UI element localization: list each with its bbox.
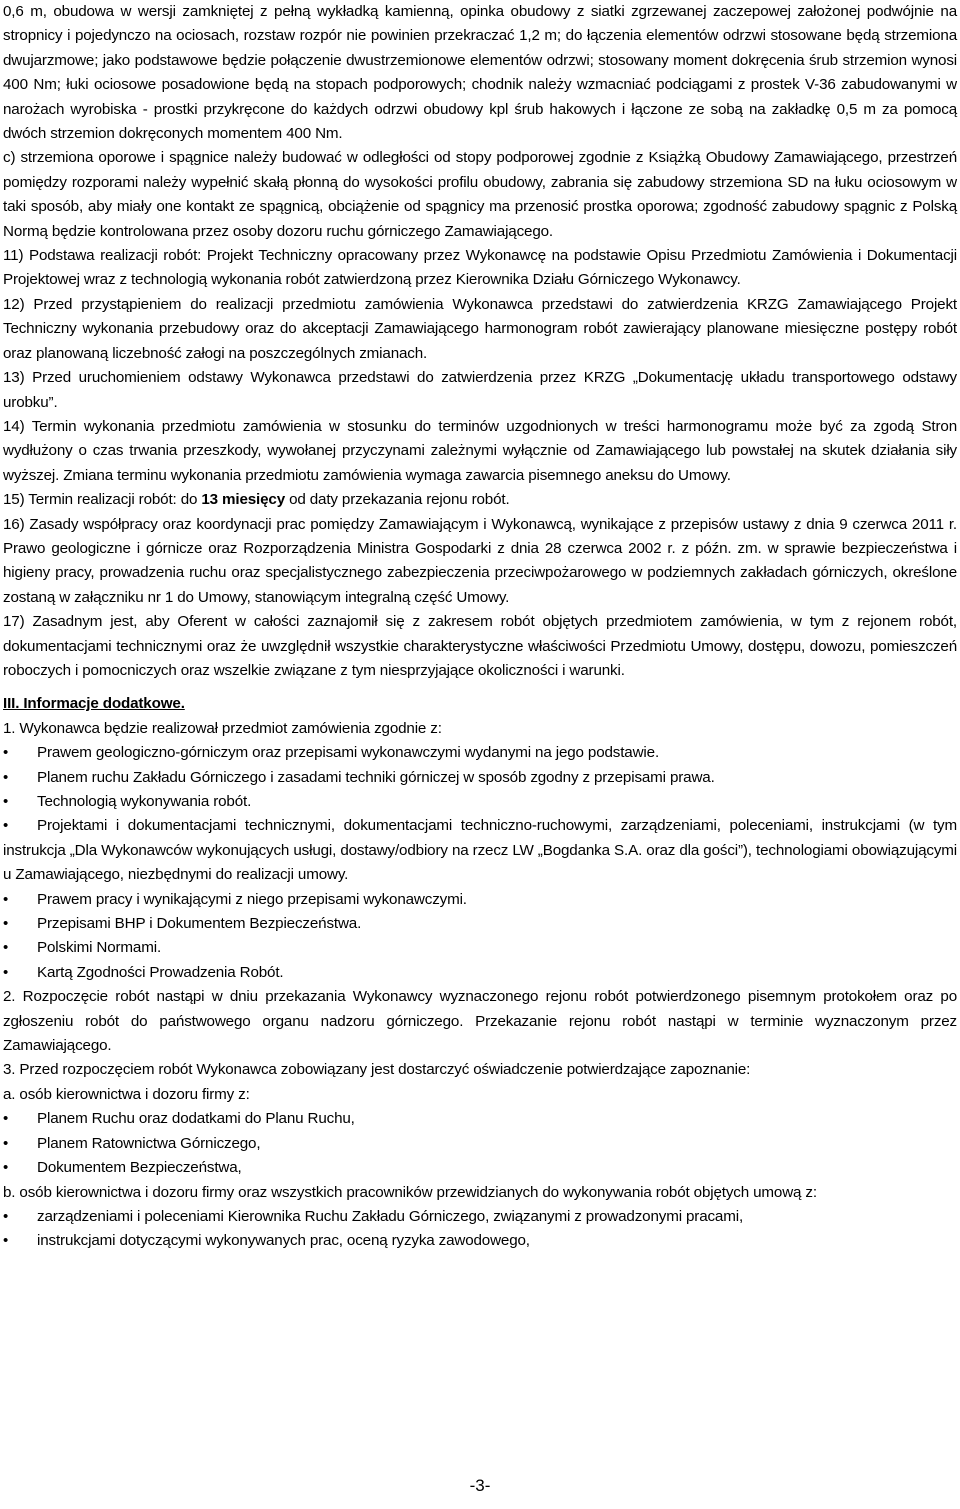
p15-bold-term: 13 miesięcy (201, 491, 285, 509)
list-item-text: Planem ruchu Zakładu Górniczego i zasadami techniki górniczej w sposób zgodny z przepisami prawa. (37, 768, 715, 786)
p15-before: 15) Termin realizacji robót: do (3, 491, 202, 509)
paragraph-12: 12) Przed przystąpieniem do realizacji przedmiotu zamówienia Wykonawca przedstawi do zatwierdzenia KRZG Zamawiającego Projekt Techniczny wykonania przebudowy oraz do akceptacji Zamawiającego harmonogram robót zawierający planowane miesięczne postępy robót oraz planowaną liczebność załogi na poszczególnych zmianach. (3, 295, 957, 362)
bullet-list-a (3, 1107, 957, 1180)
item-1: 1. Wykonawca będzie realizował przedmiot zamówienia zgodnie z: (3, 719, 442, 737)
bullet-icon: • (3, 1159, 9, 1177)
list-item-text: Polskimi Normami. (37, 939, 162, 957)
bullet-icon: • (3, 915, 9, 933)
paragraph-11: 11) Podstawa realizacji robót: Projekt Techniczny opracowany przez Wykonawcę na podstawie Opisu Przedmiotu Zamówienia i Dokumentacji Projektowej wraz z technologią wykonania robót zatwierdzoną przez Kierownika Działu Górniczego Wykonawcy. (3, 247, 957, 289)
list-item (3, 1107, 957, 1131)
bullet-icon: • (3, 1134, 9, 1152)
paragraph-16: 16) Zasady współpracy oraz koordynacji prac pomiędzy Zamawiającym i Wykonawcą, wynikające z przepisów ustawy z dnia 9 czerwca 2011 r. Prawo geologiczne i górnicze oraz Rozporządzenia Ministra Gospodarki z dnia 28 czerwca 2002 r. z późn. zm. w sprawie bezpieczeństwa i higieny pracy, prowadzenia ruchu oraz specjalistycznego zabezpieczenia przeciwpożarowego w podziemnych zakładach górniczych, określone zostaną w załączniku nr 1 do Umowy, stanowiącym integralną część Umowy. (3, 515, 957, 606)
list-item (3, 888, 957, 912)
list-item (3, 912, 957, 936)
list-item (3, 1156, 957, 1180)
list-item-text: zarządzeniami i poleceniami Kierownika Ruchu Zakładu Górniczego, związanymi z prowadzonymi pracami, (37, 1207, 744, 1225)
list-item (3, 766, 957, 790)
list-item-text: Kartą Zgodności Prowadzenia Robót. (37, 963, 284, 981)
list-item-text: Prawem geologiczno-górniczym oraz przepisami wykonawczymi wydanymi na jego podstawie. (37, 744, 660, 762)
list-item-text: instrukcjami dotyczącymi wykonywanych prac, oceną ryzyka zawodowego, (37, 1232, 530, 1250)
p15-after: od daty przekazania rejonu robót. (285, 491, 510, 509)
bullet-icon: • (3, 793, 9, 810)
item-2: 2. Rozpoczęcie robót nastąpi w dniu przekazania Wykonawcy wyznaczonego rejonu robót potwierdzonego pisemnym protokołem oraz po zgłoszeniu robót do państwowego organu nadzoru górniczego. Przekazanie rejonu robót nastąpi w terminie wyznaczonym przez Zamawiającego. (3, 988, 957, 1055)
bullet-list-b (3, 1205, 957, 1254)
bullet-icon: • (3, 939, 9, 957)
page-number: -3- (469, 1476, 491, 1495)
list-item (3, 936, 957, 960)
section-heading: III. Informacje dodatkowe. (3, 695, 185, 713)
paragraph-14: 14) Termin wykonania przedmiotu zamówienia w stosunku do terminów uzgodnionych w treści harmonogramu może być za zgodą Stron wydłużony o czas trwania przeszkody, wywołanej przyczynami zależnymi wyłącznie od Zamawiającego lub powstałej na skutek działania siły wyższej. Zmiana terminu wykonania przedmiotu zamówienia wymaga zawarcia pisemnego aneksu do Umowy. (3, 417, 957, 484)
list-item-text: Planem Ratownictwa Górniczego, (37, 1134, 261, 1152)
paragraph-c: c) strzemiona oporowe i spągnice należy budować w odległości od stopy podporowej zgodnie z Książką Obudowy Zamawiającego, przestrzeń pomiędzy rozporami należy wypełnić skałą płonną do wysokości profilu obudowy, zabrania się zabudowy strzemiona SD na łuku ociosowym w taki sposób, aby miały one kontakt ze spągnicą, obciążenie od spągnicy ma przenosić prostka oporowa; zgodność zabudowy spągnic z Polską Normą będzie kontrolowana przez osoby dozoru ruchu górniczego Zamawiającego. (3, 149, 957, 240)
list-item (3, 790, 957, 814)
list-item-text: Planem Ruchu oraz dodatkami do Planu Ruchu, (37, 1110, 355, 1128)
list-item (3, 1205, 957, 1229)
list-item (3, 961, 957, 985)
list-item-text: Przepisami BHP i Dokumentem Bezpieczeństwa. (37, 915, 362, 933)
list-item (3, 814, 957, 887)
list-item-text: Dokumentem Bezpieczeństwa, (37, 1159, 242, 1177)
list-item-text: Prawem pracy i wynikającymi z niego przepisami wykonawczymi. (37, 890, 467, 908)
item-a: a. osób kierownictwa i dozoru firmy z: (3, 1085, 250, 1103)
document-body (3, 0, 957, 1254)
paragraph-13: 13) Przed uruchomieniem odstawy Wykonawca przedstawi do zatwierdzenia przez KRZG „Dokumentację układu transportowego odstawy urobku”. (3, 369, 957, 411)
item-3: 3. Przed rozpoczęciem robót Wykonawca zobowiązany jest dostarczyć oświadczenie potwierdzające zapoznanie: (3, 1061, 751, 1079)
bullet-icon: • (3, 890, 9, 908)
list-item (3, 1229, 957, 1253)
list-item-text: Technologią wykonywania robót. (37, 793, 252, 810)
bullet-icon: • (3, 1232, 9, 1250)
bullet-icon: • (3, 744, 9, 762)
bullet-icon: • (3, 1110, 9, 1128)
item-b: b. osób kierownictwa i dozoru firmy oraz wszystkich pracowników przewidzianych do wykonywania robót objętych umową z: (3, 1183, 817, 1201)
paragraph-continuation: 0,6 m, obudowa w wersji zamkniętej z pełną wykładką kamienną, opinka obudowy z siatki zgrzewanej zaczepowej założonej podwójnie na stropnicy i pojedynczo na ociosach, rozstaw rozpór nie powinien przekraczać 1,2 m; do łączenia elementów odrzwi stosowane będą strzemiona dwujarzmowe; jako podstawowe będzie połączenie dwustrzemionowe elementów odrzwi; stosowany moment dokręcenia śrub strzemion wynosi 400 Nm; łuki ociosowe posadowione będą na stopach podporowych; chodnik należy wzmacniać podciągami z prostek V-36 zabudowanymi w narożach wyrobiska - prostki przykręcone do każdych odrzwi obudowy kpl śrub hakowych i łączone ze sobą na zakładkę 0,5 m za pomocą dwóch strzemion dokręconych momentem 400 Nm. (3, 3, 957, 143)
bullet-icon: • (3, 963, 9, 981)
list-item-text: Projektami i dokumentacjami technicznymi, dokumentacjami techniczno-ruchowymi, zarządzeniami, poleceniami, instrukcjami (w tym instrukcja „Dla Wykonawców wykonujących usługi, dostawy/odbiory na rzecz LW „Bogdanka S.A. oraz dla gości”), technologiami obowiązującymi u Zamawiającego, niezbędnymi do realizacji umowy. (3, 817, 957, 884)
bullet-list-1 (3, 741, 957, 985)
bullet-icon: • (3, 1207, 9, 1225)
paragraph-17: 17) Zasadnym jest, aby Oferent w całości zaznajomił się z zakresem robót objętych przedmiotem zamówienia, w tym z rejonem robót, dokumentacjami technicznymi oraz że uwzględnił wszystkie charakterystyczne właściwości Przedmiotu Umowy, dostępu, dowozu, pomieszczeń roboczych i pomocniczych oraz wszelkie związane z tym niesprzyjające okoliczności i warunki. (3, 613, 957, 679)
list-item (3, 741, 957, 765)
paragraph-15 (3, 488, 957, 512)
bullet-icon: • (3, 817, 9, 835)
bullet-icon: • (3, 768, 9, 786)
list-item (3, 1132, 957, 1156)
